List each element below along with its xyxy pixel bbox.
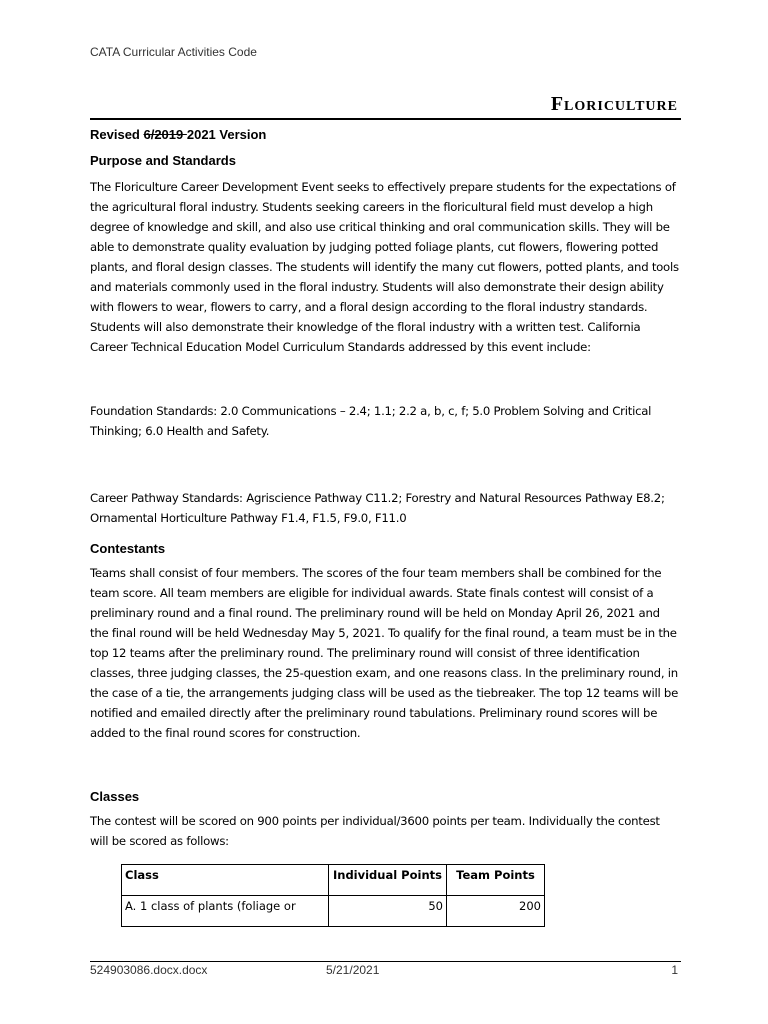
table-header-row	[122, 865, 545, 896]
footer-divider	[90, 961, 681, 962]
classes-heading: Classes	[90, 789, 140, 804]
revision-prefix: Revised	[90, 127, 144, 142]
footer-date: 5/21/2021	[326, 963, 380, 977]
revision-line	[90, 127, 266, 142]
table-cell-class: A. 1 class of plants (foliage or	[122, 896, 329, 927]
table-cell-individual-points: 50	[329, 896, 447, 927]
footer-filename: 524903086.docx.docx	[90, 963, 208, 977]
purpose-heading: Purpose and Standards	[90, 153, 236, 168]
revision-old-date: 6/2019	[143, 127, 187, 142]
contestants-heading: Contestants	[90, 541, 166, 556]
classes-paragraph: The contest will be scored on 900 points per individual/3600 points per team. Individually the contest will be scored as follows:	[90, 814, 660, 848]
table-cell-team-points: 200	[447, 896, 545, 927]
document-header: CATA Curricular Activities Code	[90, 45, 257, 59]
column-header-team-points: Team Points	[447, 865, 545, 896]
page-title: Floriculture	[550, 93, 678, 115]
foundation-standards-paragraph: Foundation Standards: 2.0 Communications – 2.4; 1.1; 2.2 a, b, c, f; 5.0 Problem Solving and Critical Thinking; 6.0 Health and Safety.	[90, 404, 652, 438]
footer-page-number: 1	[671, 963, 678, 977]
purpose-paragraph: The Floriculture Career Development Event seeks to effectively prepare students for the expectations of the agricultural floral industry. Students seeking careers in the floricultural field must develop a high degree of knowledge and skill, and also use critical thinking and oral communication skills. They will be able to demonstrate quality evaluation by judging potted foliage plants, cut flowers, flowering potted plants, and floral design classes. The students will identify the many cut flowers, potted plants, and tools and materials commonly used in the floral industry. Students will also demonstrate their design ability with flowers to wear, flowers to carry, and a floral design according to the floral industry standards. Students will also demonstrate their knowledge of the floral industry with a written test. California Career Technical Education Model Curriculum Standards addressed by this event include:	[90, 180, 679, 354]
column-header-individual-points: Individual Points	[329, 865, 447, 896]
table-row	[122, 896, 545, 927]
contestants-paragraph: Teams shall consist of four members. The scores of the four team members shall be combined for the team score. All team members are eligible for individual awards. State finals contest will consist of a preliminary round and a final round. The preliminary round will be held on Monday April 26, 2021 and the final round will be held Wednesday May 5, 2021. To qualify for the final round, a team must be in the top 12 teams after the preliminary round. The preliminary round will consist of three identification classes, three judging classes, the 25-question exam, and one reasons class. In the preliminary round, in the case of a tie, the arrangements judging class will be used as the tiebreaker. The top 12 teams will be notified and emailed directly after the preliminary round tabulations. Preliminary round scores will be added to the final round scores for construction.	[90, 566, 679, 740]
scoring-table	[121, 864, 545, 927]
pathway-standards-paragraph: Career Pathway Standards: Agriscience Pathway C11.2; Forestry and Natural Resources Pathway E8.2; Ornamental Horticulture Pathway F1.4, F1.5, F9.0, F11.0	[90, 491, 665, 525]
title-divider	[90, 118, 681, 120]
revision-new-version: 2021 Version	[186, 127, 267, 142]
column-header-class: Class	[122, 865, 329, 896]
